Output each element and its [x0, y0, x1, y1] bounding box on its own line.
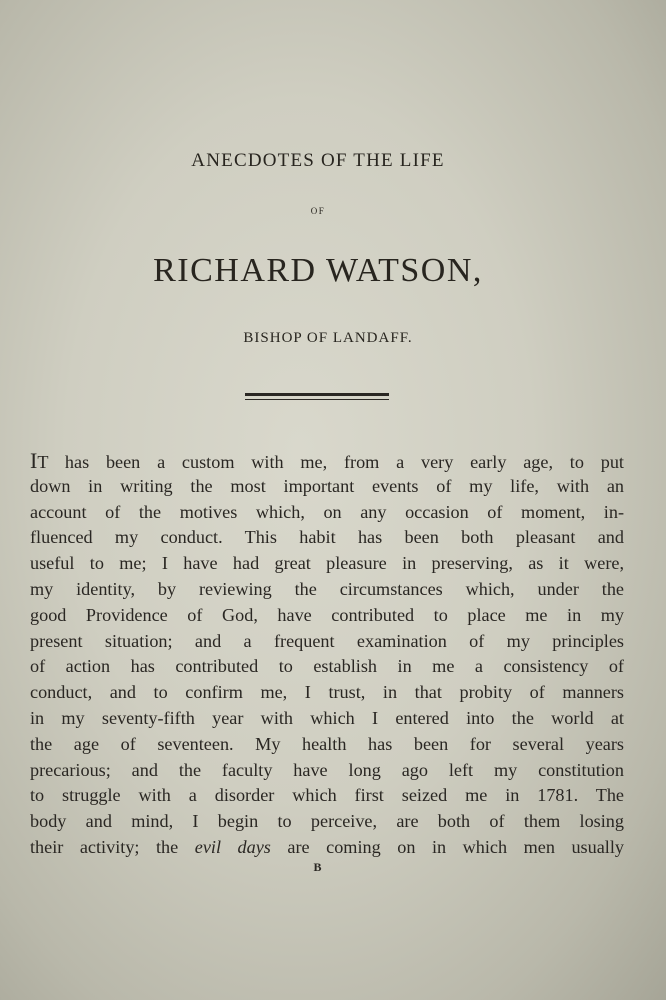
- text-line: good Providence of God, have contributed to place me in my: [30, 604, 624, 625]
- text-line: present situation; and a frequent examination of my principles: [30, 630, 624, 651]
- text-line: the age of seventeen. My health has been for several years: [30, 733, 624, 754]
- text-line: their activity; the evil days are coming on in which men usually: [30, 836, 624, 857]
- title-of: OF: [310, 206, 326, 216]
- title-subtitle: BISHOP OF LANDAFF.: [243, 330, 413, 346]
- text-line: useful to me; I have had great pleasure in preserving, as it were,: [30, 553, 624, 574]
- title-line-1: ANECDOTES OF THE LIFE: [191, 150, 445, 171]
- double-rule-thin: [245, 399, 389, 400]
- body-paragraph: [30, 448, 624, 861]
- text-line: conduct, and to confirm me, I trust, in that probity of manners: [30, 682, 624, 703]
- text-line: precarious; and the faculty have long ago left my constitution: [30, 759, 624, 780]
- text-line: in my seventy-fifth year with which I entered into the world at: [30, 707, 624, 728]
- text-line: my identity, by reviewing the circumstances which, under the: [30, 578, 624, 599]
- text-line: to struggle with a disorder which first seized me in 1781. The: [30, 785, 624, 806]
- text-line: body and mind, I begin to perceive, are both of them losing: [30, 811, 624, 832]
- title-name: RICHARD WATSON,: [153, 252, 483, 289]
- text-line: of action has contributed to establish in me a consistency of: [30, 656, 624, 677]
- signature-mark: B: [313, 860, 323, 874]
- text-line: IT has been a custom with me, from a very early age, to put: [30, 448, 624, 473]
- text-line: down in writing the most important events of my life, with an: [30, 475, 624, 496]
- text-line: fluenced my conduct. This habit has been both pleasant and: [30, 527, 624, 548]
- text-line: account of the motives which, on any occasion of moment, in-: [30, 501, 624, 522]
- italic-phrase: evil days: [194, 836, 271, 857]
- double-rule-thick: [245, 393, 389, 396]
